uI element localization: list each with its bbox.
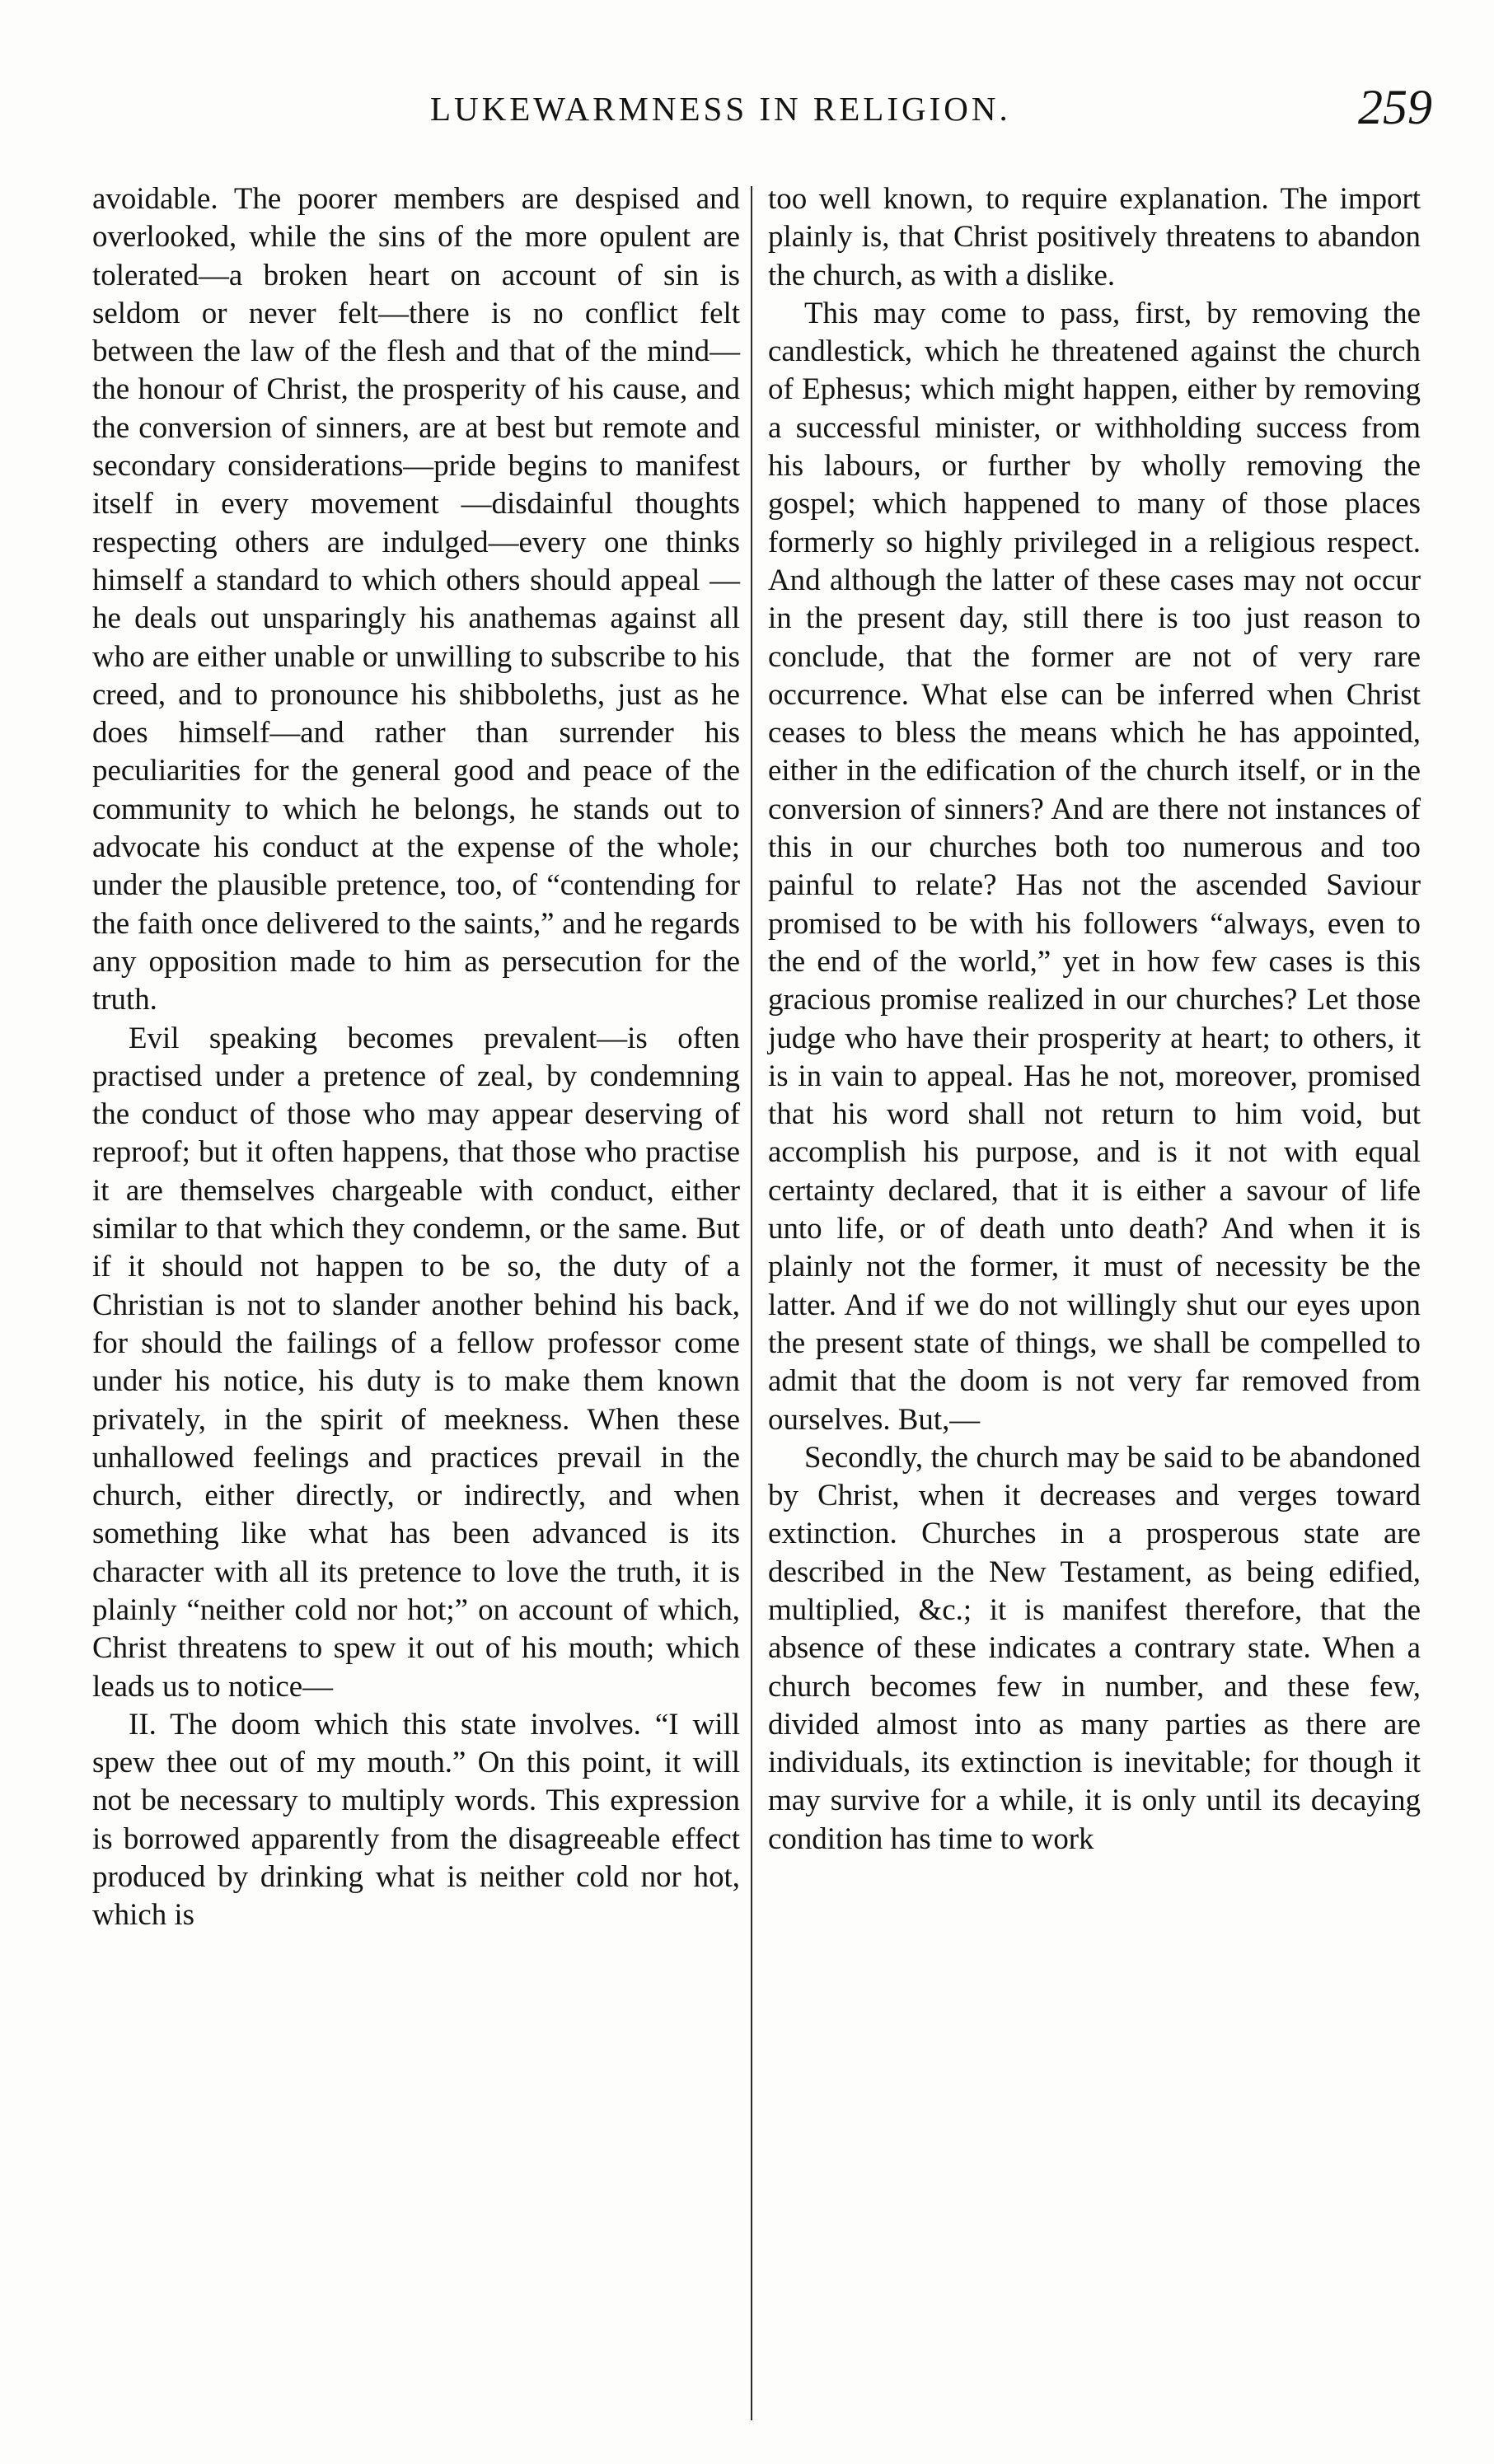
paragraph: avoidable. The poorer members are despised and overlooked, while the sins of the more opulent are tolerated—a broken heart on account of sin is seldom or never felt—there is no conflict felt between the law of the flesh and that of the mind—the honour of Christ, the prosperity of his cause, and the conversion of sinners, are at best but remote and secondary considerations—pride begins to manifest itself in every movement —disdainful thoughts respecting others are indulged—every one thinks himself a standard to which others should appeal —he deals out unsparingly his anathemas against all who are either unable or unwilling to subscribe to his creed, and to pronounce his shibboleths, just as he does himself—and rather than surrender his peculiarities for the general good and peace of the community to which he belongs, he stands out to advocate his conduct at the expense of the whole; under the plausible pretence, too, of “contending for the faith once delivered to the saints,” and he regards any opposition made to him as persecution for the truth.	[92, 181, 740, 1017]
left-column	[92, 180, 740, 1934]
column-divider	[751, 186, 752, 2420]
paragraph: Secondly, the church may be said to be abandoned by Christ, when it decreases and verges toward extinction. Churches in a prosperous state are described in the New Testament, as being edified, multiplied, &c.; it is manifest therefore, that the absence of these indicates a contrary state. When a church becomes few in number, and these few, divided almost into as many parties as there are individuals, its extinction is inevitable; for though it may survive for a while, it is only until its decaying condition has time to work	[768, 1439, 1421, 1855]
paragraph: too well known, to require explanation. The import plainly is, that Christ positively threatens to abandon the church, as with a dislike.	[768, 181, 1421, 292]
page-number: 259	[1358, 80, 1432, 134]
right-column	[768, 180, 1421, 1858]
paragraph: II. The doom which this state involves. “I will spew thee out of my mouth.” On this point, it will not be necessary to multiply words. This expression is borrowed apparently from the disagreeable effect produced by drinking what is neither cold nor hot, which is	[92, 1706, 740, 1932]
paragraph: This may come to pass, first, by removing the candlestick, which he threatened against the church of Ephesus; which might happen, either by removing a successful minister, or withholding success from his labours, or further by wholly removing the gospel; which happened to many of those places formerly so highly privileged in a religious respect. And although the latter of these cases may not occur in the present day, still there is too just reason to conclude, that the former are not of very rare occurrence. What else can be inferred when Christ ceases to bless the means which he has appointed, either in the edification of the church itself, or in the conversion of sinners? And are there not instances of this in our churches both too numerous and too painful to relate? Has not the ascended Saviour promised to be with his followers “always, even to the end of the world,” yet in how few cases is this gracious promise realized in our churches? Let those judge who have their prosperity at heart; to others, it is in vain to appeal. Has he not, moreover, promised that his word shall not return to him void, but accomplish his purpose, and is it not with equal certainty declared, that it is either a savour of life unto life, or of death unto death? And when it is plainly not the former, it must of necessity be the latter. And if we do not willingly shut our eyes upon the present state of things, we shall be compelled to admit that the doom is not very far removed from ourselves. But,—	[768, 295, 1421, 1436]
paragraph: Evil speaking becomes prevalent—is often practised under a pretence of zeal, by condemning the conduct of those who may appear deserving of reproof; but it often happens, that those who practise it are themselves chargeable with conduct, either similar to that which they condemn, or the same. But if it should not happen to be so, the duty of a Christian is not to slander another behind his back, for should the failings of a fellow professor come under his notice, his duty is to make them known privately, in the spirit of meekness. When these unhallowed feelings and practices prevail in the church, either directly, or indirectly, and when something like what has been advanced is its character with all its pretence to love the truth, it is plainly “neither cold nor hot;” on account of which, Christ threatens to spew it out of his mouth; which leads us to notice—	[92, 1020, 740, 1703]
running-head	[0, 80, 1494, 138]
running-title: LUKEWARMNESS IN RELIGION.	[430, 90, 1011, 128]
